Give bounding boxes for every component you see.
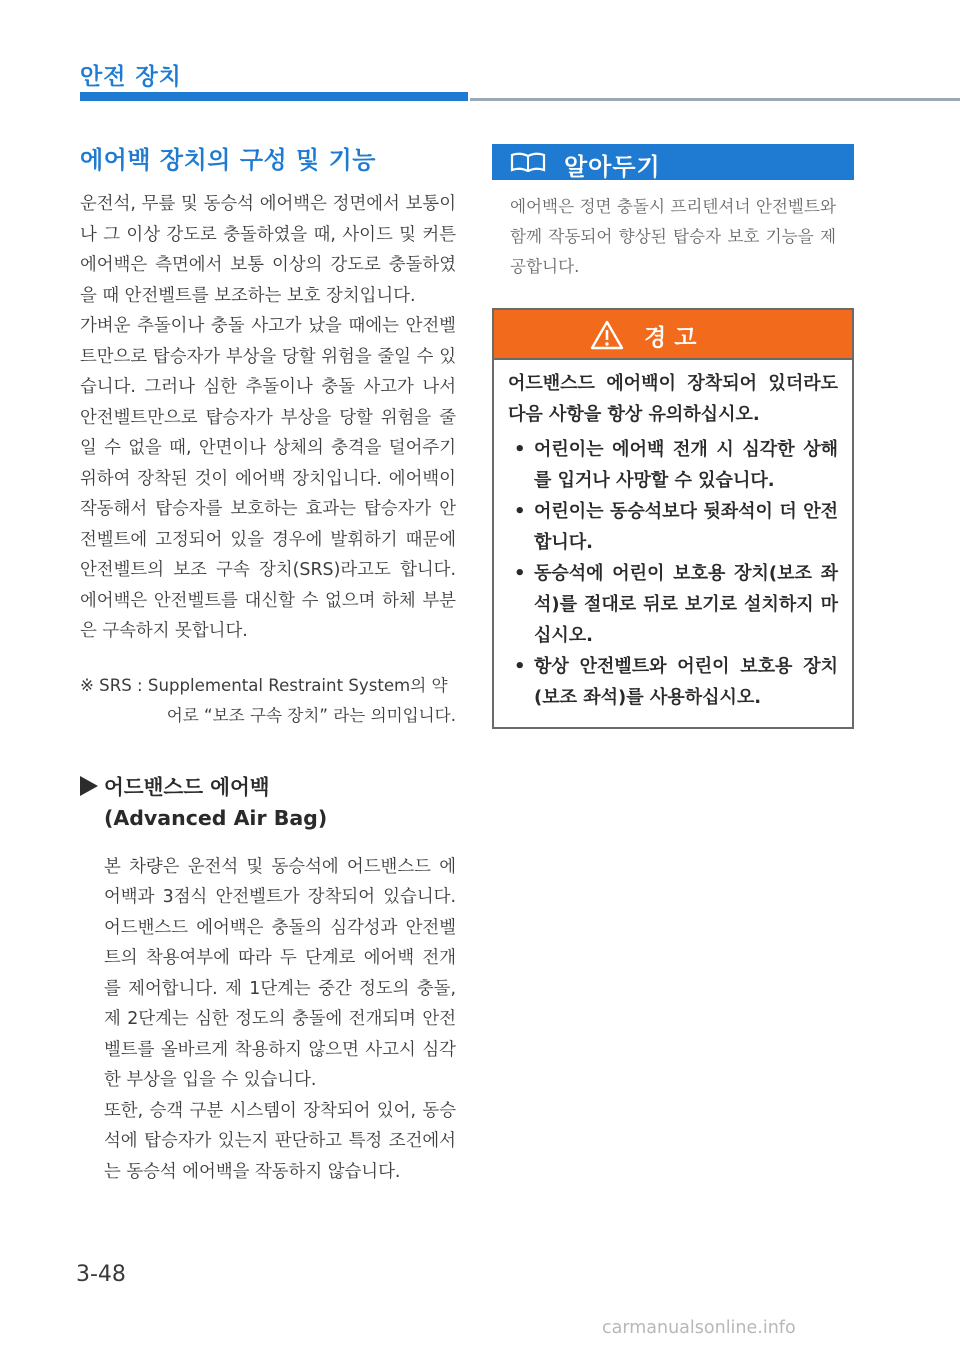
intro-paragraph: 운전석, 무릎 및 동승석 에어백은 정면에서 보통이나 그 이상 강도로 충돌하였을 때, 사이드 및 커튼 에어백은 측면에서 보통 이상의 강도로 충돌하였을 때 안전벨트를 보조하는 보호 장치입니다. [80,194,456,306]
note-box-header [492,144,854,180]
note-box-text: 에어백은 정면 충돌시 프리텐셔너 안전벨트와 함께 작동되어 향상된 탑승자 보호 기능을 제공합니다. [510,197,836,276]
header-rule-accent [80,92,468,101]
left-column [80,140,456,1187]
warning-title: 경 고 [644,325,697,351]
header-rule-gray [470,98,960,101]
warning-triangle-icon [590,320,624,350]
warning-box [492,308,854,729]
triangle-bullet-icon [80,776,98,796]
warning-item: • 동승석에 어린이 보호용 장치(보조 좌석)를 절대로 뒤로 보기로 설치하지 마십시오. [514,563,838,646]
srs-footnote-line2: 어로 “보조 구속 장치” 라는 의미입니다. [166,706,456,725]
advanced-airbag-heading [80,772,456,834]
advanced-airbag-paragraph: 본 차량은 운전석 및 동승석에 어드밴스드 에어백과 3점식 안전벨트가 장착되어 있습니다. 어드밴스드 에어백은 충돌의 심각성과 안전벨트의 착용여부에 따라 두 단계로 에어백 전개를 제어합니다. 제 1단계는 중간 정도의 충돌, 제 2단계는 심한 정도의 충돌에 전개되며 안전벨트를 올바르게 착용하지 않으면 사고시 심각한 부상을 입을 수 있습니다. [104,856,456,1090]
sub-heading-korean: 어드밴스드 에어백 [104,774,270,799]
note-box-title: 알아두기 [564,153,661,181]
srs-footnote-line1: ※ SRS : Supplemental Restraint System의 약 [80,675,448,695]
book-icon [510,152,546,172]
page-number: 3-48 [76,1262,126,1287]
page-section-title: 안전 장치 [80,64,182,90]
sub-heading-english: (Advanced Air Bag) [104,805,328,830]
srs-footnote [80,671,456,732]
site-watermark: carmanualsonline.info [602,1318,796,1338]
warning-item: • 어린이는 동승석보다 뒷좌석이 더 안전합니다. [514,501,838,553]
warning-item: • 어린이는 에어백 전개 시 심각한 상해를 입거나 사망할 수 있습니다. [514,439,838,491]
warning-item: • 항상 안전벨트와 어린이 보호용 장치(보조 좌석)를 사용하십시오. [514,656,838,708]
warning-header [494,310,852,360]
occupant-classification-paragraph: 또한, 승객 구분 시스템이 장착되어 있어, 동승석에 탑승자가 있는지 판단하고 특정 조건에서는 동승석 에어백을 작동하지 않습니다. [104,1100,456,1182]
advanced-airbag-body [80,852,456,1188]
function-paragraph: 가벼운 추돌이나 충돌 사고가 났을 때에는 안전벨트만으로 탑승자가 부상을 당할 위험을 줄일 수 있습니다. 그러나 심한 추돌이나 충돌 사고가 나서 안전벨트만으로 탑승자가 부상을 당할 위험을 줄일 수 없을 때, 안면이나 상체의 충격을 덜어주기 위하여 장착된 것이 에어백 장치입니다. 에어백이 작동해서 탑승자를 보호하는 효과는 탑승자가 안전벨트에 고정되어 있을 경우에 발휘하기 때문에 안전벨트의 보조 구속 장치(SRS)라고도 합니다. 에어백은 안전벨트를 대신할 수 없으며 하체 부분은 구속하지 못합니다. [80,316,456,641]
warning-lead: 어드밴스드 에어백이 장착되어 있더라도 다음 사항을 항상 유의하십시오. [508,373,838,425]
section-heading: 에어백 장치의 구성 및 기능 [80,146,376,174]
right-column [492,144,854,729]
warning-list [508,434,838,713]
warning-body [494,360,852,727]
